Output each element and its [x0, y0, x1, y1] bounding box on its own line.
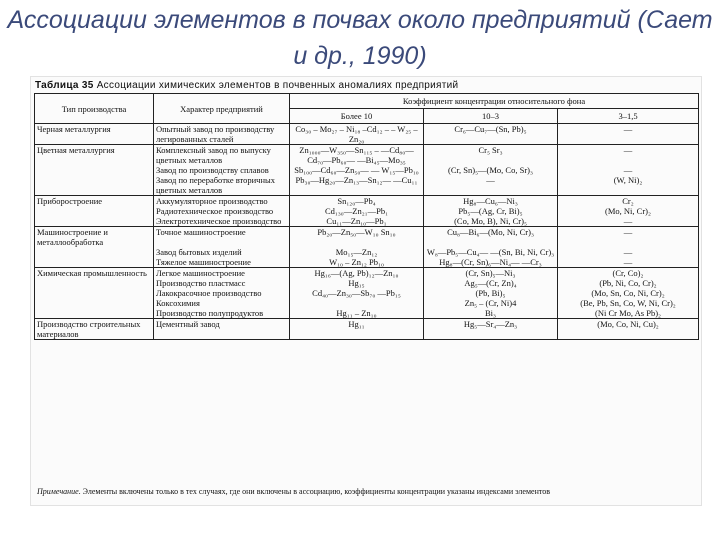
- cell-3-to-1-5: (Mo, Sn, Co, Ni, Cr)₂: [558, 288, 699, 298]
- cell-enterprise-character: Завод по производству сплавов: [154, 165, 290, 175]
- cell-10-to-3: Zn₅ – (Cr, Ni)4: [424, 298, 558, 308]
- cell-production-type: [35, 216, 154, 227]
- cell-production-type: Химическая промышленность: [35, 268, 154, 279]
- cell-10-to-3: —: [424, 175, 558, 196]
- cell-3-to-1-5: —: [558, 165, 699, 175]
- cell-above-10: [290, 298, 424, 308]
- cell-enterprise-character: Электротехническое производство: [154, 216, 290, 227]
- table-row: [35, 278, 699, 288]
- cell-above-10: Mo₁₅—Zn₁₂: [290, 247, 424, 257]
- table-row: [35, 145, 699, 166]
- cell-above-10: W₁₀ – Zn₁₂ Pb₁₀: [290, 257, 424, 268]
- cell-above-10: Cd₄₀—Zn₃₀—Sb₇₀ —Pb₁₅: [290, 288, 424, 298]
- cell-enterprise-character: Радиотехническое производство: [154, 206, 290, 216]
- header-enterprise-character: Характер предприятий: [154, 94, 290, 124]
- cell-enterprise-character: Точное машиностроение: [154, 227, 290, 248]
- cell-production-type: [35, 257, 154, 268]
- cell-production-type: [35, 298, 154, 308]
- cell-3-to-1-5: (Mo, Ni, Cr)₂: [558, 206, 699, 216]
- table-row: [35, 319, 699, 340]
- cell-production-type: [35, 175, 154, 196]
- header-10-to-3: 10–3: [424, 109, 558, 124]
- cell-10-to-3: (Cr, Sn)₅—Ni₃: [424, 268, 558, 279]
- cell-10-to-3: Hg₈—(Cr, Sn)₆—Ni₄— —Cr₃: [424, 257, 558, 268]
- cell-production-type: Цветная металлургия: [35, 145, 154, 166]
- cell-production-type: [35, 206, 154, 216]
- cell-above-10: Co₃₀ – Mo₂₇ – Ni₁₈ –Cd₁₂ – – W₂₅ – Zn₂₀: [290, 124, 424, 145]
- table-row: [35, 216, 699, 227]
- cell-10-to-3: Bi₃: [424, 308, 558, 319]
- association-table: [34, 93, 699, 340]
- cell-3-to-1-5: —: [558, 227, 699, 248]
- cell-10-to-3: W₈—Pb₅—Cu₄— —(Sn, Bi, Ni, Cr)₃: [424, 247, 558, 257]
- table-row: [35, 298, 699, 308]
- cell-enterprise-character: Завод бытовых изделий: [154, 247, 290, 257]
- cell-10-to-3: Cr₆—Cu₇—(Sn, Pb)₅: [424, 124, 558, 145]
- table-row: [35, 196, 699, 207]
- header-above-10: Более 10: [290, 109, 424, 124]
- table-caption: [35, 80, 458, 91]
- cell-above-10: Hg₁₁: [290, 319, 424, 340]
- cell-3-to-1-5: —: [558, 216, 699, 227]
- cell-enterprise-character: Завод по переработке вторичных цветных металлов: [154, 175, 290, 196]
- header-3-to-1-5: 3–1,5: [558, 109, 699, 124]
- note-text: Элементы включены только в тех случаях, где они включены в ассоциацию, коэффициенты концентрации указаны индексами элементов: [82, 487, 551, 496]
- cell-above-10: Hg₁₅: [290, 278, 424, 288]
- slide-title: Ассоциации элементов в почвах около предприятий (Сает и др., 1990): [7, 6, 713, 70]
- table-row: [35, 288, 699, 298]
- cell-3-to-1-5: (W, Ni)₂: [558, 175, 699, 196]
- cell-3-to-1-5: —: [558, 124, 699, 145]
- cell-3-to-1-5: (Cr, Co)₂: [558, 268, 699, 279]
- cell-above-10: Pb₂₀—Zn₅₀—W₁₀ Sn₁₀: [290, 227, 424, 248]
- cell-enterprise-character: Аккумуляторное производство: [154, 196, 290, 207]
- cell-10-to-3: (Cr, Sn)₅—(Mo, Co, Sr)₃: [424, 165, 558, 175]
- table-row: [35, 308, 699, 319]
- cell-3-to-1-5: —: [558, 247, 699, 257]
- cell-above-10: Cu₁₁—Zn₁₀—Pb₁: [290, 216, 424, 227]
- header-coef-group: Коэффициент концентрации относительного фона: [290, 94, 699, 109]
- cell-10-to-3: (Pb, Bi)₅: [424, 288, 558, 298]
- cell-production-type: Приборостроение: [35, 196, 154, 207]
- cell-3-to-1-5: —: [558, 257, 699, 268]
- cell-enterprise-character: Цементный завод: [154, 319, 290, 340]
- cell-above-10: Cd₁₃₀—Zn₂₁—Pb₁: [290, 206, 424, 216]
- cell-3-to-1-5: (Ni Cr Mo, As Pb)₂: [558, 308, 699, 319]
- cell-3-to-1-5: —: [558, 145, 699, 166]
- cell-3-to-1-5: (Be, Pb, Sn, Co, W, Ni, Cr)₂: [558, 298, 699, 308]
- cell-10-to-3: Hg₈—Cu₆—Ni₃: [424, 196, 558, 207]
- cell-enterprise-character: Опытный завод по производству легированных сталей: [154, 124, 290, 145]
- header-production-type: Тип производства: [35, 94, 154, 124]
- cell-production-type: [35, 308, 154, 319]
- cell-3-to-1-5: (Pb, Ni, Co, Cr)₂: [558, 278, 699, 288]
- table-row: [35, 257, 699, 268]
- table-note: Примечание. Элементы включены только в тех случаях, где они включены в ассоциацию, коэффициенты концентрации указаны индексами элементов: [37, 487, 551, 496]
- cell-above-10: Hg₁₆—(Ag, Pb)₁₂—Zn₁₀: [290, 268, 424, 279]
- table-row: [35, 175, 699, 196]
- table-row: [35, 124, 699, 145]
- cell-above-10: Sn₁₂₀—Pb₄: [290, 196, 424, 207]
- cell-10-to-3: Cr₅ Sr₃: [424, 145, 558, 166]
- table-row: [35, 227, 699, 248]
- cell-production-type: [35, 165, 154, 175]
- cell-10-to-3: Hg₅—Sr₄—Zn₃: [424, 319, 558, 340]
- cell-enterprise-character: Тяжелое машиностроение: [154, 257, 290, 268]
- cell-production-type: [35, 288, 154, 298]
- cell-production-type: [35, 247, 154, 257]
- table-row: [35, 165, 699, 175]
- cell-3-to-1-5: (Mo, Co, Ni, Cu)₂: [558, 319, 699, 340]
- cell-above-10: Zn₁₀₀₀—W₃₅₀—Sn₁₁₅ – —Cd₈₀—Cd₇₀—Pb₆₀— —Bi₄₅—Mo₃₅: [290, 145, 424, 166]
- cell-production-type: [35, 278, 154, 288]
- cell-production-type: Производство строительных материалов: [35, 319, 154, 340]
- cell-10-to-3: Pb₅—(Ag, Cr, Bi)₅: [424, 206, 558, 216]
- scanned-table-image: [30, 76, 702, 506]
- table-caption-text: Ассоциации химических элементов в почвенных аномалиях предприятий: [96, 80, 459, 91]
- cell-production-type: Черная металлургия: [35, 124, 154, 145]
- table-row: [35, 247, 699, 257]
- cell-enterprise-character: Легкое машиностроение: [154, 268, 290, 279]
- table-body: [35, 124, 699, 340]
- table-caption-label: Таблица 35: [35, 80, 94, 91]
- cell-production-type: Машиностроение и металлообработка: [35, 227, 154, 248]
- cell-3-to-1-5: Cr₂: [558, 196, 699, 207]
- cell-above-10: Pb₃₀—Hg₂₀—Zn₁₃—Sn₁₂— —Cu₁₁: [290, 175, 424, 196]
- cell-enterprise-character: Производство полупродуктов: [154, 308, 290, 319]
- cell-above-10: Hg₁₁ – Zn₁₀: [290, 308, 424, 319]
- cell-enterprise-character: Коксохимия: [154, 298, 290, 308]
- cell-10-to-3: Ag₅—(Cr, Zn)₄: [424, 278, 558, 288]
- cell-above-10: Sb₁₀₀—Cd₆₀—Zn₅₀— — W₁₅—Pb₁₀: [290, 165, 424, 175]
- table-row: [35, 268, 699, 279]
- cell-10-to-3: (Co, Mo, B), Ni, Cr)₅: [424, 216, 558, 227]
- note-label: Примечание: [37, 487, 79, 496]
- cell-10-to-3: Cu₈—Bi₆—(Mo, Ni, Cr)₃: [424, 227, 558, 248]
- table-row: [35, 206, 699, 216]
- cell-enterprise-character: Комплексный завод по выпуску цветных металлов: [154, 145, 290, 166]
- cell-enterprise-character: Лакокрасочное производство: [154, 288, 290, 298]
- cell-enterprise-character: Производство пластмасс: [154, 278, 290, 288]
